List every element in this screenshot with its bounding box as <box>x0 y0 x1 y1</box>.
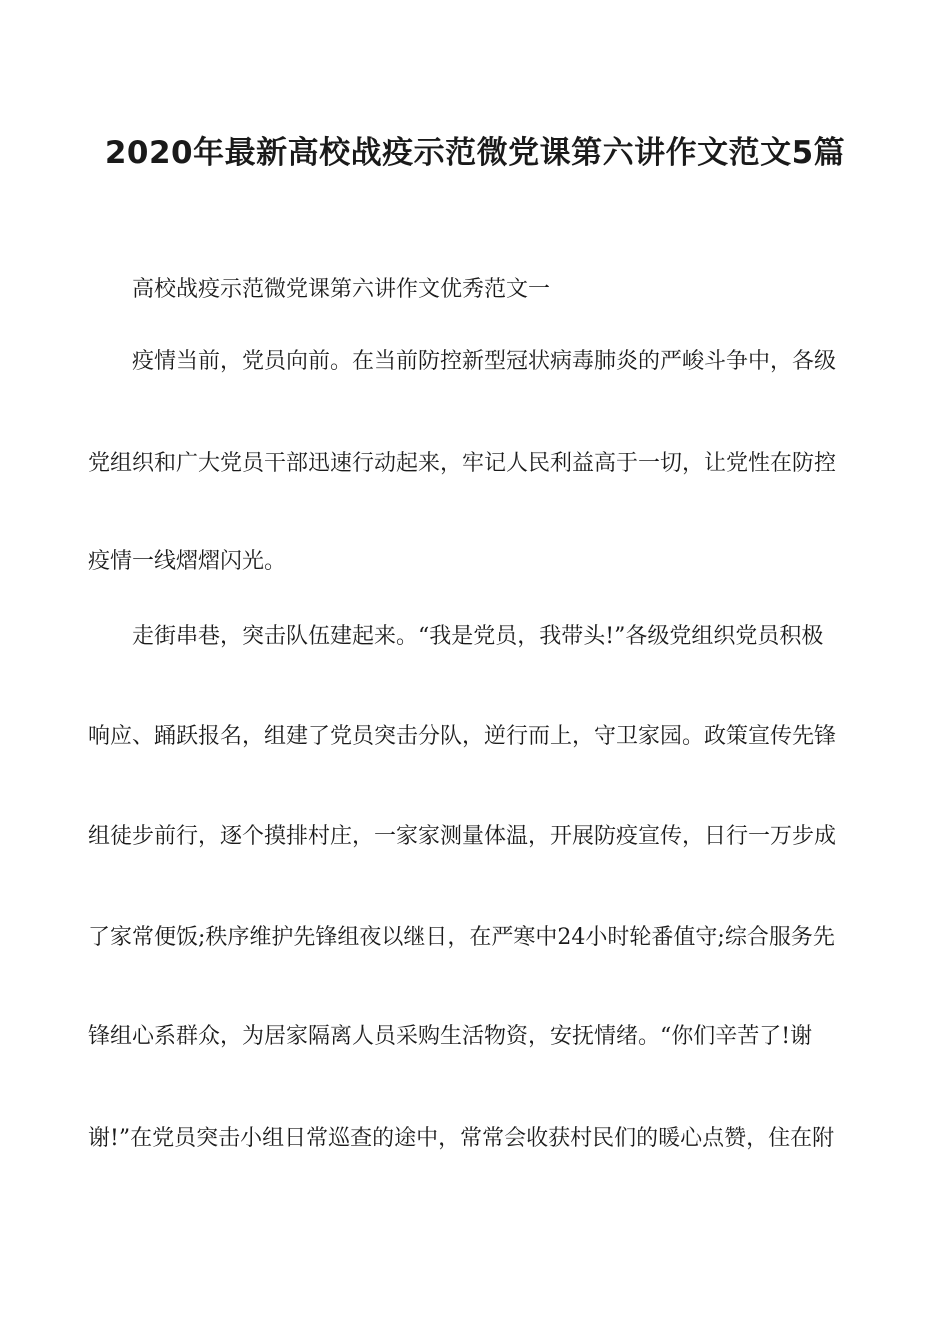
paragraph-line: 疫情一线熠熠闪光。 <box>88 549 287 574</box>
document-title: 2020年最新高校战疫示范微党课第六讲作文范文5篇 <box>104 135 846 171</box>
paragraph-line: 响应、踊跃报名，组建了党员突击分队，逆行而上，守卫家园。政策宣传先锋 <box>88 724 837 749</box>
paragraph-line: 组徒步前行，逐个摸排村庄，一家家测量体温，开展防疫宣传，日行一万步成 <box>88 824 837 849</box>
paragraph-line: 锋组心系群众，为居家隔离人员采购生活物资，安抚情绪。“你们辛苦了!谢 <box>88 1024 813 1049</box>
paragraph-line: 谢!”在党员突击小组日常巡查的途中，常常会收获村民们的暖心点赞，住在附 <box>88 1126 835 1151</box>
paragraph-line: 党组织和广大党员干部迅速行动起来，牢记人民利益高于一切，让党性在防控 <box>88 451 837 476</box>
paragraph-line: 了家常便饭;秩序维护先锋组夜以继日，在严寒中24小时轮番值守;综合服务先 <box>88 925 835 950</box>
paragraph-line: 疫情当前，党员向前。在当前防控新型冠状病毒肺炎的严峻斗争中，各级 <box>132 349 837 374</box>
paragraph-line: 走街串巷，突击队伍建起来。“我是党员，我带头!”各级党组织党员积极 <box>132 624 824 649</box>
section-heading: 高校战疫示范微党课第六讲作文优秀范文一 <box>132 277 551 302</box>
